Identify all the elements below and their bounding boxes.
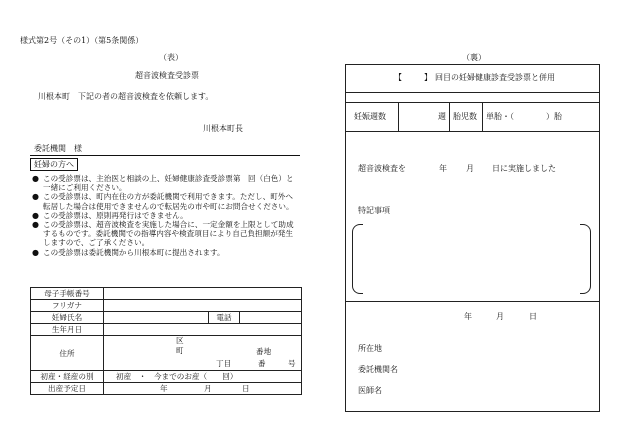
address-banchi: 番地 [256,347,272,356]
front-side-label: （表） [159,53,183,62]
exam-year: 年 [439,164,447,173]
address-ban: 番 [258,359,266,368]
bullet-icon: ● [32,192,39,202]
back-side-label: （裏） [462,53,486,62]
address-go: 号 [288,359,296,368]
table-row [31,300,302,312]
concurrent-text: 回目の妊婦健康診査受診票と併用 [435,73,555,82]
fetus-field[interactable]: 単胎・（ ）胎 [486,112,562,121]
notice-item: ● この受診票は、超音波検査を実施した場合に、一定金額を上限として助成するものです。委託機関での指導内容や検査項目により自己負担額が発生しますので、ご了承ください。 [32,220,294,248]
parity-field[interactable]: 初産 ・ 今までのお産（ 回） [104,371,302,383]
notes-field[interactable] [352,224,591,292]
parity-label: 初産・経産の別 [31,371,104,383]
due-year: 年 [160,384,168,393]
notice-label: 妊婦の方へ [30,158,78,171]
weeks-field[interactable] [402,103,436,131]
weeks-unit: 週 [438,112,446,121]
exam-label: 超音波検査を [358,164,406,173]
sign-month: 月 [496,312,504,321]
furigana-label: フリガナ [31,300,104,312]
divider [346,301,599,302]
bracket-left [352,224,363,294]
mayor-signature: 川根本町長 [203,124,243,133]
table-row [31,336,302,371]
due-date-label: 出産予定日 [31,383,104,395]
bullet-icon: ● [32,210,39,220]
institution-name-label: 委託機関名 [358,365,398,374]
due-date-field[interactable] [104,383,302,395]
patient-info-table [30,287,302,395]
address-field[interactable] [104,336,302,371]
sign-year: 年 [464,312,472,321]
sign-day: 日 [529,312,537,321]
divider [482,103,483,131]
handbook-number-label: 母子手帳番号 [31,288,104,300]
address-label: 住所 [31,336,104,371]
phone-label: 電話 [209,312,240,324]
table-row [31,371,302,383]
request-text: 川根本町 下記の者の超音波検査を依頼します。 [38,92,214,101]
bracket-open: 【 [394,73,402,82]
back-panel [345,64,600,412]
table-row [31,312,302,324]
birthdate-label: 生年月日 [31,324,104,336]
notice-item: ● この受診票は委託機関から川根本町に提出されます。 [32,247,225,257]
institution-underline [30,155,300,156]
table-row [31,324,302,336]
birthdate-field[interactable] [104,324,302,336]
exam-day-text: 日に実施しました [492,164,556,173]
notice-list [32,174,300,257]
table-row [31,383,302,395]
address-ku: 区 [176,336,184,345]
fetus-label: 胎児数 [453,112,477,121]
doctor-name-label: 医師名 [358,386,382,395]
divider [398,103,399,131]
handbook-number-field[interactable] [104,288,302,300]
due-month: 月 [204,384,212,393]
bullet-icon: ● [32,247,39,257]
notes-label: 特記事項 [358,206,390,215]
location-label: 所在地 [358,344,382,353]
phone-field[interactable] [240,312,302,324]
due-day: 日 [242,384,250,393]
bullet-icon: ● [32,220,39,230]
notice-item: ● この受診票は、原則再発行はできません。 [32,210,188,220]
concurrent-row [346,65,599,93]
furigana-field[interactable] [104,300,302,312]
address-chome: 丁目 [216,359,232,368]
exam-month: 月 [466,164,474,173]
address-cho: 町 [176,346,184,355]
document-title: 超音波検査受診票 [135,71,199,80]
bullet-icon: ● [32,174,39,183]
bracket-close: 】 [424,73,432,82]
name-field[interactable] [104,312,209,324]
divider [449,103,450,131]
notice-item: ● この受診票は、町内在住の方が委託機関で利用できます。ただし、町外へ転居した場合は使用できませんので転居先の市や町にお問合せください。 [32,192,294,211]
institution-address: 委託機関 様 [34,144,82,153]
bracket-right [580,224,591,294]
notice-item: ● この受診票は、主治医と相談の上、妊婦健康診査受診票第 回（白色）と一緒にご利用ください。 [32,174,294,193]
pregnancy-info-row [346,102,599,132]
weeks-label: 妊娠週数 [354,112,386,121]
table-row [31,288,302,300]
name-label: 妊婦氏名 [31,312,104,324]
notice-section [30,158,300,271]
form-number: 様式第2号（その1）（第5条関係） [20,36,144,45]
